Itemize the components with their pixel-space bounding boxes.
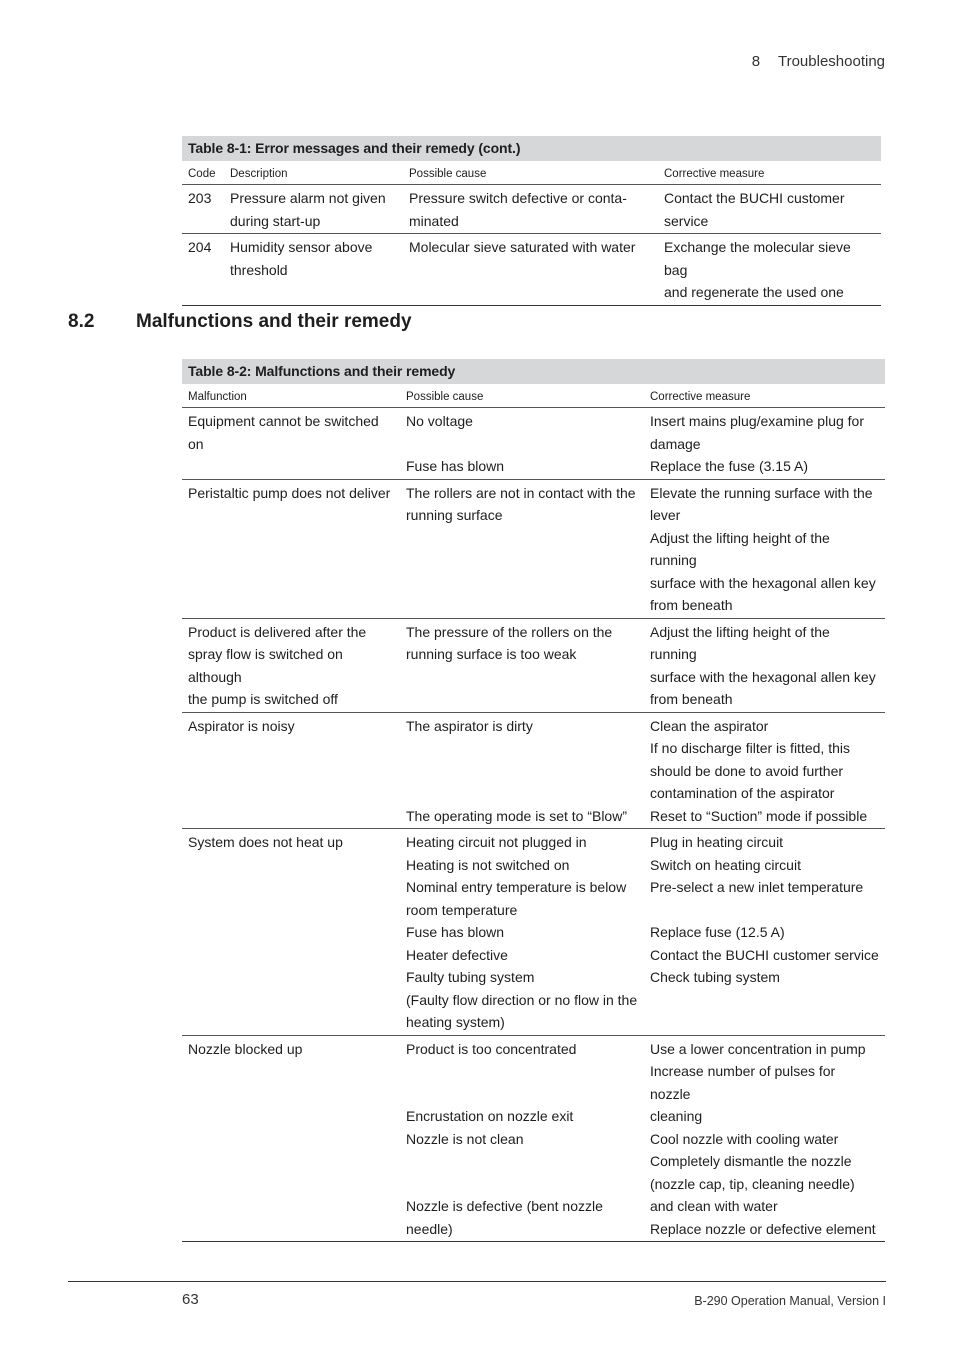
corrective-measure-line — [650, 899, 879, 922]
corrective-measure-line: and clean with water — [650, 1198, 778, 1214]
column-header-measure: Corrective measure — [658, 161, 881, 185]
corrective-measure-line: surface with the hexagonal allen key — [650, 668, 876, 685]
malfunction-line: Peristaltic pump does not deliver — [188, 484, 391, 501]
possible-cause-line — [406, 737, 638, 760]
corrective-measure-line: Contact the BUCHI customer — [664, 190, 845, 206]
error-description — [224, 234, 403, 306]
possible-cause-line — [406, 760, 638, 783]
corrective-measure-line: should be done to avoid further — [650, 762, 844, 779]
possible-cause — [400, 618, 644, 712]
malfunction-line: spray flow is switched on although — [188, 646, 343, 685]
section-title: Malfunctions and their remedy — [136, 311, 412, 332]
corrective-measure-line: Pre-select a new inlet temperature — [650, 879, 864, 895]
malfunction-line: Nozzle blocked up — [188, 1040, 303, 1057]
malfunctions-table — [182, 359, 885, 1242]
corrective-measure-line: Plug in heating circuit — [650, 834, 784, 850]
possible-cause-line: minated — [409, 212, 459, 229]
possible-cause-line — [406, 1150, 638, 1173]
possible-cause — [400, 479, 644, 618]
malfunction-line: Equipment cannot be switched on — [188, 413, 379, 452]
possible-cause-line: Encrustation on nozzle exit — [406, 1108, 574, 1124]
possible-cause — [403, 234, 658, 306]
possible-cause-line: Nominal entry temperature is below — [406, 879, 627, 895]
column-header-measure: Corrective measure — [644, 384, 885, 408]
corrective-measure — [644, 479, 885, 618]
malfunction-line: the pump is switched off — [188, 691, 338, 707]
corrective-measure — [644, 829, 885, 1036]
possible-cause-line: Nozzle is defective (bent nozzle — [406, 1198, 603, 1214]
corrective-measure-line: Contact the BUCHI customer service — [650, 946, 879, 963]
malfunction-line: Aspirator is noisy — [188, 717, 295, 734]
error-description-line: during start-up — [230, 212, 321, 229]
error-code: 203 — [182, 185, 224, 234]
corrective-measure — [644, 408, 885, 480]
possible-cause — [400, 408, 644, 480]
possible-cause-line: Nozzle is not clean — [406, 1130, 524, 1147]
corrective-measure-line: contamination of the aspirator — [650, 785, 835, 801]
corrective-measure-line: Adjust the lifting height of the running — [650, 529, 830, 568]
possible-cause — [400, 712, 644, 829]
possible-cause-line — [406, 1060, 638, 1083]
corrective-measure-line: Increase number of pulses for nozzle — [650, 1063, 836, 1102]
corrective-measure-line: Elevate the running surface with the — [650, 484, 873, 501]
corrective-measure — [658, 185, 881, 234]
corrective-measure-line: Clean the aspirator — [650, 717, 769, 734]
possible-cause — [403, 185, 658, 234]
possible-cause-line: Molecular sieve saturated with water — [409, 239, 636, 255]
error-description-line: Humidity sensor above — [230, 239, 373, 255]
possible-cause-line: Product is too concentrated — [406, 1040, 577, 1057]
corrective-measure-line: from beneath — [650, 691, 733, 707]
corrective-measure-line: service — [664, 212, 709, 229]
column-header-description: Description — [224, 161, 403, 185]
malfunction-line: System does not heat up — [188, 834, 343, 850]
corrective-measure-line: Reset to “Suction” mode if possible — [650, 807, 868, 824]
malfunction-line: Product is delivered after the — [188, 623, 367, 640]
malfunction — [182, 829, 400, 1036]
corrective-measure-line: lever — [650, 507, 681, 523]
corrective-measure — [658, 234, 881, 306]
corrective-measure-line: cleaning — [650, 1108, 703, 1124]
column-header-code: Code — [182, 161, 224, 185]
possible-cause-line: The pressure of the rollers on the — [406, 623, 613, 640]
corrective-measure — [644, 1035, 885, 1242]
possible-cause-line: Heater defective — [406, 946, 508, 963]
chapter-title: Troubleshooting — [777, 53, 885, 70]
possible-cause-line: Heating circuit not plugged in — [406, 834, 587, 850]
possible-cause-line: Fuse has blown — [406, 458, 505, 474]
footer-rule — [68, 1281, 886, 1282]
possible-cause-line: room temperature — [406, 901, 518, 918]
corrective-measure-line: (nozzle cap, tip, cleaning needle) — [650, 1175, 855, 1192]
corrective-measure-line: Exchange the molecular sieve bag — [664, 239, 851, 278]
section-heading — [68, 311, 412, 333]
running-header — [752, 53, 885, 70]
corrective-measure-line: Replace nozzle or defective element — [650, 1220, 876, 1237]
table-row — [182, 234, 881, 306]
corrective-measure-line: Cool nozzle with cooling water — [650, 1130, 839, 1147]
corrective-measure-line: Insert mains plug/examine plug for — [650, 413, 864, 429]
document-title: B-290 Operation Manual, Version I — [694, 1294, 886, 1308]
possible-cause — [400, 829, 644, 1036]
corrective-measure — [644, 618, 885, 712]
possible-cause-line — [406, 1083, 638, 1106]
page-number: 63 — [182, 1291, 199, 1308]
error-description-line: Pressure alarm not given — [230, 190, 386, 206]
malfunction — [182, 712, 400, 829]
corrective-measure — [644, 712, 885, 829]
possible-cause-line: The rollers are not in contact with the — [406, 484, 636, 501]
table-row — [182, 712, 885, 829]
corrective-measure-line: Completely dismantle the nozzle — [650, 1153, 852, 1169]
corrective-measure-line: Replace fuse (12.5 A) — [650, 924, 785, 940]
possible-cause-line: (Faulty flow direction or no flow in the — [406, 991, 638, 1008]
possible-cause-line: Pressure switch defective or conta- — [409, 190, 627, 206]
column-header-malfunction: Malfunction — [182, 384, 400, 408]
chapter-number: 8 — [751, 53, 761, 70]
malfunction — [182, 479, 400, 618]
malfunction — [182, 408, 400, 480]
possible-cause-line: needle) — [406, 1220, 453, 1237]
table-header-row — [182, 384, 885, 408]
corrective-measure-line: Replace the fuse (3.15 A) — [650, 458, 808, 474]
table-header-row — [182, 161, 881, 185]
table-row — [182, 618, 885, 712]
possible-cause-line: Fuse has blown — [406, 924, 505, 940]
possible-cause-line — [406, 782, 638, 805]
table-caption: Table 8-2: Malfunctions and their remedy — [182, 359, 885, 384]
column-header-cause: Possible cause — [400, 384, 644, 408]
table-row — [182, 185, 881, 234]
corrective-measure-line: damage — [650, 435, 701, 452]
possible-cause-line: No voltage — [406, 413, 473, 429]
corrective-measure-line: and regenerate the used one — [664, 284, 844, 300]
error-messages-table — [182, 136, 881, 306]
table-row — [182, 1035, 885, 1242]
table-caption: Table 8-1: Error messages and their remedy (cont.) — [182, 136, 881, 161]
malfunction — [182, 1035, 400, 1242]
error-description-line: threshold — [230, 261, 288, 278]
error-description — [224, 185, 403, 234]
corrective-measure-line: If no discharge filter is fitted, this — [650, 740, 850, 756]
table-row — [182, 829, 885, 1036]
table-row — [182, 479, 885, 618]
possible-cause-line — [406, 433, 638, 456]
possible-cause-line: The operating mode is set to “Blow” — [406, 807, 627, 824]
possible-cause-line: Faulty tubing system — [406, 969, 535, 985]
malfunction — [182, 618, 400, 712]
column-header-cause: Possible cause — [403, 161, 658, 185]
corrective-measure-line: Switch on heating circuit — [650, 856, 801, 873]
error-code: 204 — [182, 234, 224, 306]
possible-cause-line: running surface is too weak — [406, 646, 577, 662]
corrective-measure-line: Adjust the lifting height of the running — [650, 623, 830, 662]
corrective-measure-line: from beneath — [650, 597, 733, 613]
corrective-measure-line: Use a lower concentration in pump — [650, 1040, 866, 1057]
section-number: 8.2 — [68, 311, 95, 332]
possible-cause — [400, 1035, 644, 1242]
possible-cause-line: running surface — [406, 507, 503, 523]
possible-cause-line: The aspirator is dirty — [406, 717, 533, 734]
corrective-measure-line: Check tubing system — [650, 969, 780, 985]
table-row — [182, 408, 885, 480]
possible-cause-line: heating system) — [406, 1014, 505, 1030]
possible-cause-line: Heating is not switched on — [406, 856, 570, 873]
corrective-measure-line: surface with the hexagonal allen key — [650, 574, 876, 591]
possible-cause-line — [406, 1173, 638, 1196]
